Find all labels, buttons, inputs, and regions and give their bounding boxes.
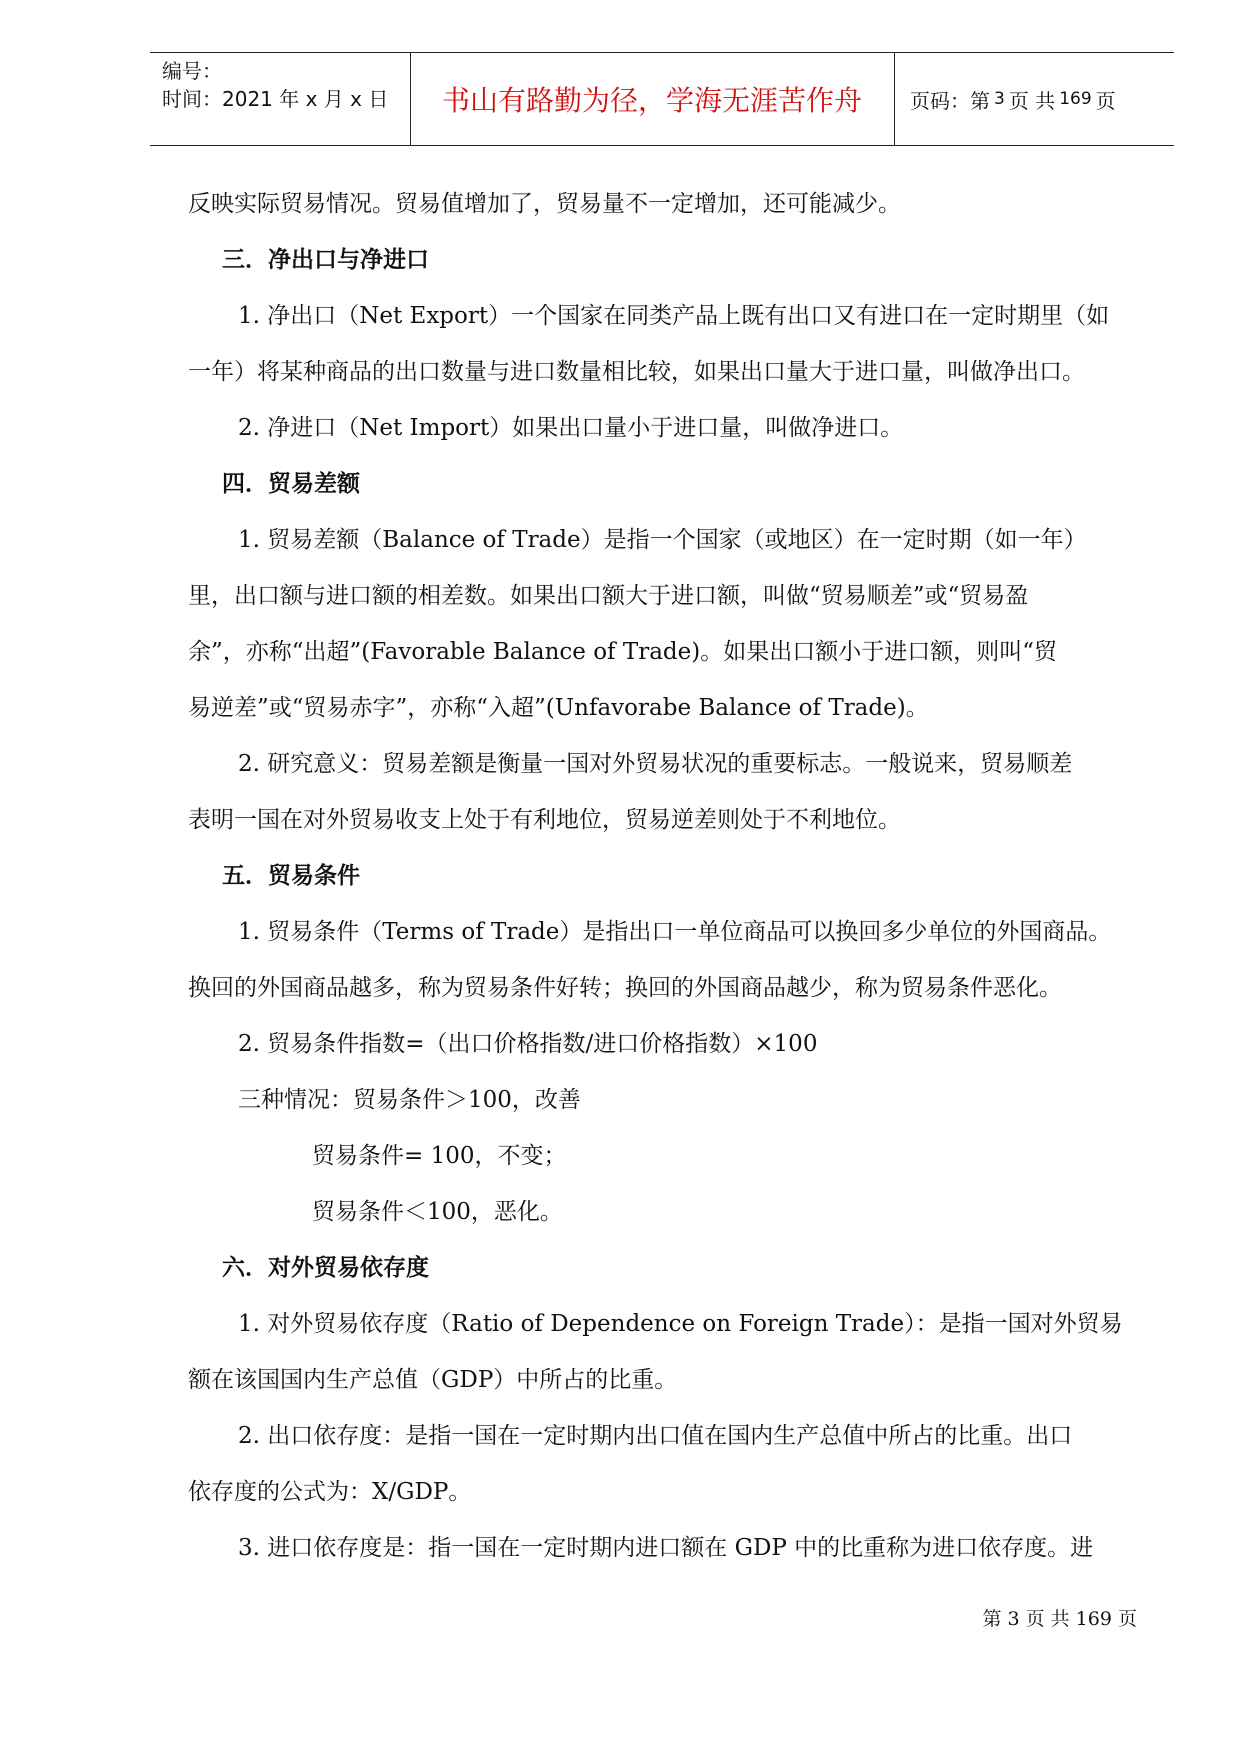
text-line: 表明一国在对外贸易收支上处于有利地位，贸易逆差则处于不利地位。 [188, 807, 901, 833]
text-line: 贸易条件= 100，不变； [312, 1143, 567, 1169]
text-line: 易逆差”或“贸易赤字”，亦称“入超”(Unfavorabe Balance of Trade)。 [188, 695, 929, 721]
text-line: 余”，亦称“出超”(Favorable Balance of Trade)。如果出口额小于进口额，则叫“贸 [188, 639, 1057, 665]
text-line: 3. 进口依存度是：指一国在一定时期内进口额在 GDP 中的比重称为进口依存度。进 [238, 1535, 1094, 1561]
document-body [188, 176, 1144, 1576]
text-line: 里，出口额与进口额的相差数。如果出口额大于进口额，叫做“贸易顺差”或“贸易盈 [188, 583, 1029, 609]
header-divider [410, 53, 411, 145]
page-suffix: 页 [1095, 88, 1116, 113]
header-divider [894, 53, 895, 145]
text-line: 1. 对外贸易依存度（Ratio of Dependence on Foreign Trade）：是指一国对外贸易 [238, 1311, 1123, 1337]
serial-label: 编号： [162, 59, 222, 83]
text-line: 1. 贸易条件（Terms of Trade）是指出口一单位商品可以换回多少单位的外国商品。 [238, 919, 1112, 945]
section-heading: 六．对外贸易依存度 [222, 1255, 429, 1281]
text-line: 2. 研究意义：贸易差额是衡量一国对外贸易状况的重要标志。一般说来，贸易顺差 [238, 751, 1073, 777]
header-meta [162, 57, 412, 113]
text-line: 依存度的公式为：X/GDP。 [188, 1479, 472, 1505]
page-prefix: 页码：第 [910, 88, 990, 113]
page-total: 169 [1059, 89, 1092, 109]
page-current: 3 [994, 89, 1005, 109]
text-line: 2. 贸易条件指数=（出口价格指数/进口价格指数）×100 [238, 1031, 818, 1057]
text-line: 反映实际贸易情况。贸易值增加了，贸易量不一定增加，还可能减少。 [188, 191, 901, 217]
text-line: 额在该国国内生产总值（GDP）中所占的比重。 [188, 1367, 678, 1393]
header-motto: 书山有路勤为径，学海无涯苦作舟 [441, 84, 862, 117]
page-footer: 第 3 页 共 169 页 [982, 1608, 1137, 1630]
text-line: 2. 出口依存度：是指一国在一定时期内出口值在国内生产总值中所占的比重。出口 [238, 1423, 1073, 1449]
text-line: 一年）将某种商品的出口数量与进口数量相比较，如果出口量大于进口量，叫做净出口。 [188, 359, 1085, 385]
section-heading: 四．贸易差额 [222, 471, 360, 497]
header-page-number [910, 53, 1116, 145]
section-heading: 三．净出口与净进口 [222, 247, 429, 273]
time-label: 时间：2021 年 x 月 x 日 [162, 87, 389, 111]
text-line: 换回的外国商品越多，称为贸易条件好转；换回的外国商品越少，称为贸易条件恶化。 [188, 975, 1062, 1001]
text-line: 1. 净出口（Net Export）一个国家在同类产品上既有出口又有进口在一定时期里（如 [238, 303, 1110, 329]
section-heading: 五．贸易条件 [222, 863, 360, 889]
text-line: 1. 贸易差额（Balance of Trade）是指一个国家（或地区）在一定时期（如一年） [238, 527, 1087, 553]
text-line: 三种情况：贸易条件＞100，改善 [238, 1087, 581, 1113]
page-middle: 页 共 [1008, 88, 1056, 113]
page-header [150, 52, 1174, 146]
text-line: 2. 净进口（Net Import）如果出口量小于进口量，叫做净进口。 [238, 415, 904, 441]
text-line: 贸易条件＜100，恶化。 [312, 1199, 563, 1225]
